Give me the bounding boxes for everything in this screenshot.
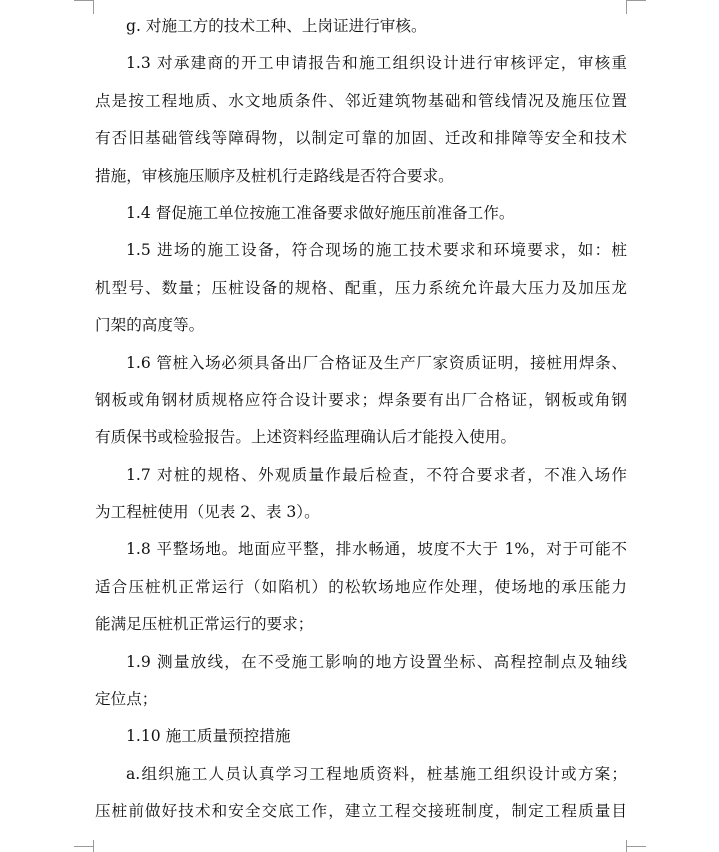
text-line-section-1-3-start: 1.3 对承建商的开工申请报告和施工组织设计进行审核评定，审核重 <box>126 54 627 73</box>
text-line-section-1-6-continued: 钢板或角钢材质规格应符合设计要求；焊条要有出厂合格证，钢板或角钢 <box>95 390 627 409</box>
crop-mark-bottom-right-horizontal <box>626 846 646 847</box>
text-line-section-1-7-start: 1.7 对桩的规格、外观质量作最后检查，不符合要求者，不准入场作 <box>126 465 627 484</box>
text-line-section-1-8-end: 能满足压桩机正常运行的要求； <box>95 615 314 634</box>
text-line-section-1-8-start: 1.8 平整场地。地面应平整，排水畅通，坡度不大于 1%，对于可能不 <box>126 540 627 559</box>
text-line-section-1-9-start: 1.9 测量放线，在不受施工影响的地方设置坐标、高程控制点及轴线 <box>126 652 627 671</box>
text-line-section-1-5-start: 1.5 进场的施工设备，符合现场的施工技术要求和环境要求，如：桩 <box>126 241 627 260</box>
crop-mark-top-right-horizontal <box>626 0 646 1</box>
text-line-section-1-5-end: 门架的高度等。 <box>95 316 205 335</box>
text-line-item-a-continued: 压桩前做好技术和安全交底工作，建立工程交接班制度，制定工程质量目 <box>95 802 627 821</box>
document-body <box>95 8 627 831</box>
text-line-item-a-start: a.组织施工人员认真学习工程地质资料，桩基施工组织设计或方案； <box>126 764 627 783</box>
text-line-item-g: g. 对施工方的技术工种、上岗证进行审核。 <box>126 17 427 35</box>
crop-mark-top-left-vertical <box>93 0 94 14</box>
text-line-section-1-3-end: 措施，审核施压顺序及桩机行走路线是否符合要求。 <box>95 166 454 185</box>
text-line-section-1-4: 1.4 督促施工单位按施工准备要求做好施压前准备工作。 <box>126 203 515 222</box>
text-line-section-1-6-end: 有质保书或检验报告。上述资料经监理确认后才能投入使用。 <box>95 428 517 447</box>
text-line-section-1-6-start: 1.6 管桩入场必须具备出厂合格证及生产厂家资质证明，接桩用焊条、 <box>126 353 627 372</box>
crop-mark-bottom-left-vertical <box>93 840 94 852</box>
text-line-section-1-7-end: 为工程桩使用（见表 2、表 3）。 <box>95 503 320 522</box>
text-line-section-1-9-end: 定位点； <box>95 690 158 709</box>
text-line-section-1-3-continued: 有否旧基础管线等障碍物，以制定可靠的加固、迁改和排障等安全和技术 <box>95 129 627 148</box>
text-line-section-1-3-continued: 点是按工程地质、水文地质条件、邻近建筑物基础和管线情况及施压位置 <box>95 91 627 110</box>
text-line-section-1-8-continued: 适合压桩机正常运行（如陷机）的松软场地应作处理，使场地的承压能力 <box>95 577 627 596</box>
text-line-section-1-10-heading: 1.10 施工质量预控措施 <box>126 727 291 746</box>
crop-mark-bottom-right-vertical <box>626 840 627 852</box>
text-line-section-1-5-continued: 机型号、数量；压桩设备的规格、配重，压力系统允许最大压力及加压龙 <box>95 278 627 297</box>
crop-mark-top-left-horizontal <box>74 0 94 1</box>
crop-mark-bottom-left-horizontal <box>74 846 94 847</box>
